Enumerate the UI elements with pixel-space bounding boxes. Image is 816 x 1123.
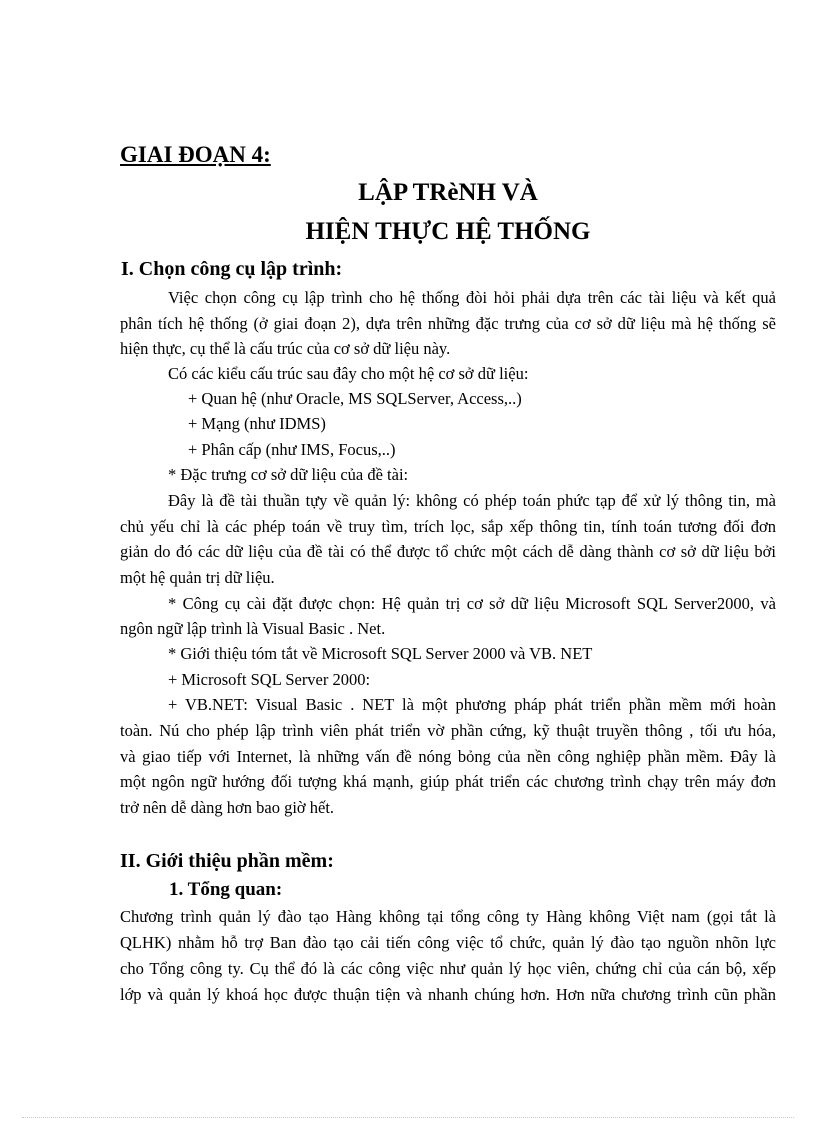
paragraph-line: + VB.NET: Visual Basic . NET là một phương pháp phát triển phần mềm mới hoàn: [168, 695, 776, 714]
paragraph-line: trở nên dễ dàng hơn bao giờ hết.: [120, 798, 335, 817]
paragraph-line: Chương trình quản lý đào tạo Hàng không tại tổng công ty Hàng không Việt nam (gọi tắt là: [120, 907, 776, 926]
paragraph-line: một hệ quản trị dữ liệu.: [120, 568, 275, 587]
paragraph-line: Đây là đề tài thuần tựy về quản lý: không có phép toán phức tạp để xử lý thông tin, mà: [168, 491, 776, 510]
paragraph-line: chủ yếu chỉ là các phép toán về truy tìm, trích lọc, sắp xếp thông tin, tính toán tương đối đơn: [120, 517, 776, 536]
paragraph-line: * Giới thiệu tóm tắt về Microsoft SQL Server 2000 và VB. NET: [168, 644, 593, 663]
page-bottom-divider: [22, 1117, 794, 1118]
subsection-heading: 1. Tổng quan:: [169, 879, 283, 900]
paragraph-line: ngôn ngữ lập trình là Visual Basic . Net.: [120, 619, 386, 638]
paragraph-line: * Công cụ cài đặt được chọn: Hệ quản trị cơ sở dữ liệu Microsoft SQL Server2000, và: [168, 594, 776, 613]
stage-title: GIAI ĐOẠN 4:: [120, 142, 271, 167]
paragraph-line: QLHK) nhằm hỗ trợ Ban đào tạo cải tiến công việc tổ chức, quản lý đào tạo nguồn nhõn lực: [120, 933, 776, 952]
paragraph-line: Có các kiểu cấu trúc sau đây cho một hệ cơ sở dữ liệu:: [168, 364, 529, 383]
paragraph-line: lớp và quản lý khoá học được thuận tiện và nhanh chúng hơn. Hơn nữa chương trình cũn phần: [120, 985, 776, 1004]
paragraph-line: cho Tổng công ty. Cụ thể đó là các công việc như quản lý học viên, chứng chỉ của cán bộ, xếp: [120, 959, 776, 978]
list-item: + Quan hệ (như Oracle, MS SQLServer, Access,..): [188, 389, 522, 408]
paragraph-line: giản do đó các dữ liệu của đề tài có thể được tổ chức một cách dễ dàng thành cơ sở dữ liệu bởi: [120, 542, 776, 561]
paragraph-line: một ngôn ngữ hướng đối tượng khá mạnh, giúp phát triển các chương trình chạy trên máy đơn: [120, 772, 776, 791]
paragraph-line: Việc chọn công cụ lập trình cho hệ thống đòi hỏi phải dựa trên các tài liệu và kết quả: [168, 288, 776, 307]
section-2-heading: II. Giới thiệu phần mềm:: [120, 850, 334, 872]
list-item: + Phân cấp (như IMS, Focus,..): [188, 440, 396, 459]
main-title-line-2: HIỆN THỰC HỆ THỐNG: [305, 218, 591, 245]
paragraph-line: toàn. Nú cho phép lập trình viên phát triển vờ phần cứng, kỹ thuật truyền thông , tối ưu hóa,: [120, 721, 776, 740]
list-item: + Mạng (như IDMS): [188, 414, 326, 433]
main-title-line-1: LẬP TRèNH VÀ: [358, 179, 538, 206]
paragraph-line: hiện thực, cụ thể là cấu trúc của cơ sở dữ liệu này.: [120, 339, 451, 358]
paragraph-line: * Đặc trưng cơ sở dữ liệu của đề tài:: [168, 465, 409, 484]
paragraph-line: + Microsoft SQL Server 2000:: [168, 670, 371, 689]
section-1-heading: I. Chọn công cụ lập trình:: [121, 258, 343, 280]
paragraph-line: và giao tiếp với Internet, là những vấn đề nóng bỏng của nền công nghiệp phần mềm. Đây là: [120, 747, 776, 766]
paragraph-line: phân tích hệ thống (ở giai đoạn 2), dựa trên những đặc trưng của cơ sở dữ liệu mà hệ thống sẽ: [120, 314, 776, 333]
